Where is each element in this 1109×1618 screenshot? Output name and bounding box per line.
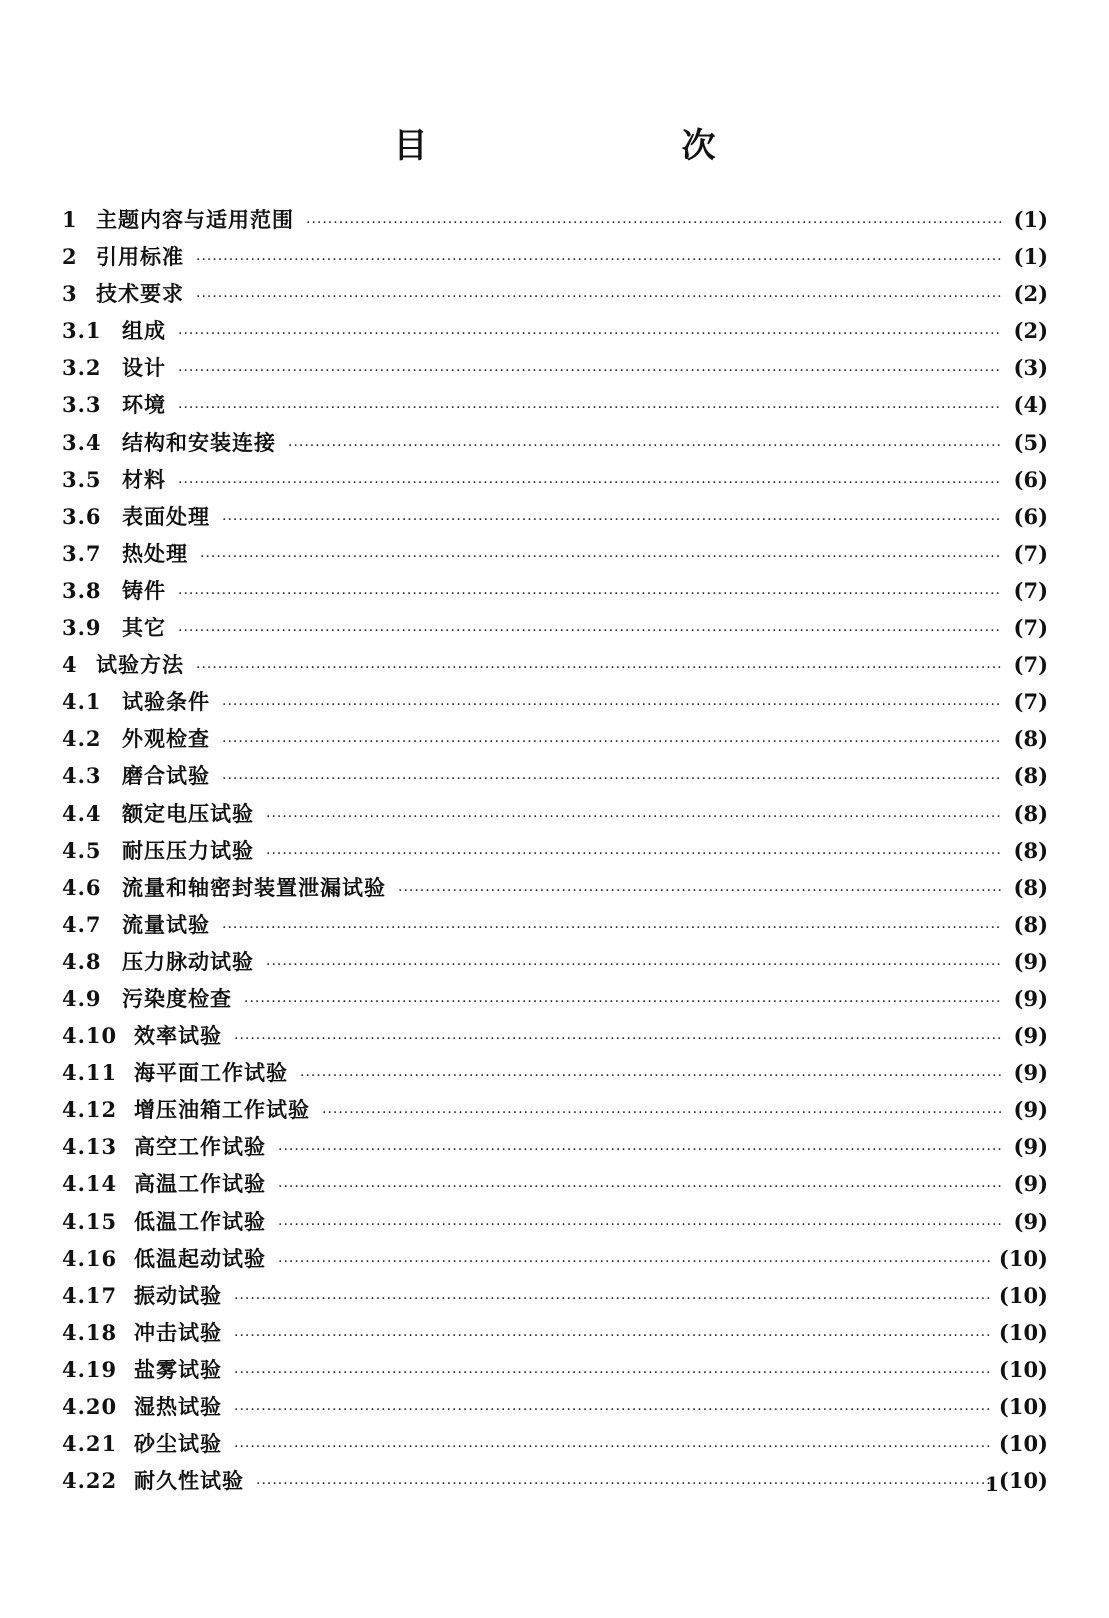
- toc-entry-number: 4.1: [62, 689, 102, 715]
- toc-entry-label: 高空工作试验: [134, 1134, 266, 1160]
- toc-entry-number: 4.13: [62, 1134, 118, 1160]
- toc-entry-number: 4.6: [62, 874, 102, 900]
- dot-leader: [234, 1402, 991, 1418]
- toc-entry-label: 湿热试验: [134, 1394, 222, 1419]
- dot-leader: [196, 252, 1002, 268]
- toc-entry-number: 4: [62, 652, 78, 678]
- toc-entry[interactable]: [62, 1317, 1048, 1354]
- toc-entry-label: 压力脉动试验: [122, 948, 254, 974]
- toc-entry-page: (3): [1013, 355, 1048, 381]
- toc-entry-number: 4.8: [62, 948, 102, 974]
- toc-entry[interactable]: [62, 1206, 1048, 1243]
- dot-leader: [322, 1105, 1002, 1121]
- toc-entry-number: 4.10: [62, 1023, 118, 1049]
- toc-entry-number: 2: [62, 244, 78, 270]
- toc-entry-page: (4): [1013, 392, 1048, 418]
- toc-entry[interactable]: [62, 1057, 1048, 1094]
- dot-leader: [234, 1439, 991, 1455]
- toc-entry-label: 磨合试验: [122, 763, 210, 789]
- toc-entry[interactable]: [62, 909, 1048, 946]
- toc-entry-label: 其它: [122, 615, 166, 641]
- toc-entry-label: 设计: [122, 355, 166, 381]
- toc-entry-page: (8): [1013, 800, 1048, 826]
- toc-entry-page: (7): [1013, 540, 1048, 566]
- dot-leader: [222, 920, 1002, 936]
- toc-entry-page: (5): [1013, 429, 1048, 455]
- toc-entry[interactable]: [62, 649, 1048, 686]
- toc-entry-page: (8): [1013, 726, 1048, 752]
- toc-entry[interactable]: [62, 575, 1048, 612]
- toc-entry[interactable]: [62, 1280, 1048, 1317]
- dot-leader: [200, 549, 1002, 565]
- toc-entry-page: (10): [998, 1356, 1048, 1382]
- toc-entry-number: 3.9: [62, 615, 102, 641]
- toc-entry-number: 3.7: [62, 540, 102, 566]
- dot-leader: [178, 475, 1002, 491]
- toc-entry[interactable]: [62, 464, 1048, 501]
- toc-entry-page: (10): [998, 1282, 1048, 1308]
- toc-entry-number: 4.18: [62, 1319, 118, 1345]
- toc-entry-number: 4.15: [62, 1208, 118, 1234]
- toc-entry-page: (8): [1013, 911, 1048, 937]
- toc-entry[interactable]: [62, 1243, 1048, 1280]
- table-of-contents: [62, 204, 1048, 1502]
- toc-entry[interactable]: [62, 983, 1048, 1020]
- toc-entry[interactable]: [62, 389, 1048, 426]
- toc-entry[interactable]: [62, 723, 1048, 760]
- toc-entry-label: 砂尘试验: [134, 1431, 222, 1457]
- toc-entry-label: 耐久性试验: [134, 1468, 244, 1494]
- toc-entry-number: 4.16: [62, 1245, 118, 1271]
- dot-leader: [178, 326, 1002, 342]
- page-title: 目 次: [393, 126, 778, 166]
- toc-entry[interactable]: [62, 538, 1048, 575]
- toc-entry-number: 4.3: [62, 763, 102, 789]
- toc-entry-number: 3.1: [62, 318, 102, 344]
- toc-entry-number: 4.21: [62, 1431, 118, 1457]
- toc-entry[interactable]: [62, 612, 1048, 649]
- toc-entry-page: (7): [1013, 689, 1048, 715]
- toc-entry[interactable]: [62, 1391, 1048, 1428]
- dot-leader: [222, 734, 1002, 750]
- dot-leader: [196, 289, 1002, 305]
- dot-leader: [278, 1254, 991, 1270]
- toc-entry-page: (9): [1013, 1171, 1048, 1197]
- toc-entry-page: (10): [998, 1319, 1048, 1345]
- toc-entry-number: 4.11: [62, 1060, 118, 1086]
- toc-entry-label: 表面处理: [122, 503, 210, 529]
- toc-entry-label: 材料: [122, 466, 166, 492]
- toc-entry-label: 铸件: [122, 577, 166, 603]
- toc-entry[interactable]: [62, 427, 1048, 464]
- toc-entry-page: (7): [1013, 615, 1048, 641]
- toc-entry-page: (1): [1013, 207, 1048, 232]
- page-number: 1: [985, 1472, 999, 1496]
- toc-entry[interactable]: [62, 872, 1048, 909]
- toc-entry[interactable]: [62, 1020, 1048, 1057]
- dot-leader: [278, 1217, 1002, 1233]
- toc-entry-label: 污染度检查: [122, 985, 232, 1011]
- toc-entry-page: (9): [1013, 1097, 1048, 1123]
- toc-entry-page: (8): [1013, 837, 1048, 863]
- dot-leader: [234, 1291, 991, 1307]
- dot-leader: [300, 1068, 1002, 1084]
- toc-entry-page: (9): [1013, 1060, 1048, 1086]
- toc-entry-label: 主题内容与适用范围: [96, 207, 294, 232]
- toc-entry-page: (9): [1013, 1208, 1048, 1234]
- toc-entry-label: 冲击试验: [134, 1319, 222, 1345]
- toc-entry-label: 流量和轴密封装置泄漏试验: [122, 874, 386, 900]
- dot-leader: [234, 1031, 1002, 1047]
- toc-entry-page: (7): [1013, 652, 1048, 678]
- toc-entry-number: 4.20: [62, 1394, 118, 1419]
- dot-leader: [266, 809, 1002, 825]
- toc-entry-number: 3.3: [62, 392, 102, 418]
- toc-entry-label: 振动试验: [134, 1282, 222, 1308]
- dot-leader: [222, 771, 1002, 787]
- toc-entry-number: 4.5: [62, 837, 102, 863]
- toc-entry[interactable]: [62, 278, 1048, 315]
- toc-entry[interactable]: [62, 352, 1048, 389]
- toc-entry-page: (9): [1013, 948, 1048, 974]
- toc-entry-label: 试验条件: [122, 689, 210, 715]
- toc-entry-number: 4.22: [62, 1468, 118, 1494]
- toc-entry-number: 3: [62, 281, 78, 307]
- toc-entry-label: 耐压压力试验: [122, 837, 254, 863]
- toc-entry-page: (1): [1013, 244, 1048, 270]
- toc-entry-label: 效率试验: [134, 1023, 222, 1049]
- toc-entry-label: 增压油箱工作试验: [134, 1097, 310, 1123]
- toc-entry-page: (6): [1013, 466, 1048, 492]
- toc-entry-label: 热处理: [122, 540, 188, 566]
- toc-entry-page: (10): [998, 1394, 1048, 1419]
- toc-entry[interactable]: [62, 501, 1048, 538]
- toc-entry-number: 1: [62, 207, 78, 232]
- toc-entry-page: (7): [1013, 577, 1048, 603]
- toc-entry-number: 3.5: [62, 466, 102, 492]
- toc-entry-label: 盐雾试验: [134, 1356, 222, 1382]
- toc-entry-number: 3.6: [62, 503, 102, 529]
- toc-entry-number: 4.7: [62, 911, 102, 937]
- toc-entry[interactable]: [62, 798, 1048, 835]
- toc-entry-number: 3.8: [62, 577, 102, 603]
- toc-entry-label: 低温工作试验: [134, 1208, 266, 1234]
- toc-entry-label: 引用标准: [96, 244, 184, 270]
- toc-entry[interactable]: [62, 686, 1048, 723]
- dot-leader: [278, 1142, 1002, 1158]
- dot-leader: [306, 215, 1002, 231]
- toc-entry-page: (9): [1013, 1023, 1048, 1049]
- toc-entry-page: (10): [998, 1468, 1048, 1494]
- toc-entry-number: 4.14: [62, 1171, 118, 1197]
- toc-entry-page: (6): [1013, 503, 1048, 529]
- dot-leader: [234, 1365, 991, 1381]
- toc-entry-label: 高温工作试验: [134, 1171, 266, 1197]
- toc-entry[interactable]: [62, 946, 1048, 983]
- dot-leader: [178, 400, 1002, 416]
- toc-entry[interactable]: [62, 1465, 1048, 1502]
- toc-entry-page: (2): [1013, 318, 1048, 344]
- toc-entry-number: 4.9: [62, 985, 102, 1011]
- toc-entry-label: 海平面工作试验: [134, 1060, 288, 1086]
- dot-leader: [266, 846, 1002, 862]
- toc-entry-page: (9): [1013, 1134, 1048, 1160]
- toc-entry-number: 4.17: [62, 1282, 118, 1308]
- toc-entry-label: 外观检查: [122, 726, 210, 752]
- toc-entry[interactable]: [62, 835, 1048, 872]
- toc-entry-label: 环境: [122, 392, 166, 418]
- toc-entry-number: 4.2: [62, 726, 102, 752]
- toc-entry[interactable]: [62, 760, 1048, 797]
- toc-entry-number: 3.4: [62, 429, 102, 455]
- toc-entry-label: 低温起动试验: [134, 1245, 266, 1271]
- dot-leader: [178, 623, 1002, 639]
- toc-entry-number: 4.4: [62, 800, 102, 826]
- toc-entry-label: 额定电压试验: [122, 800, 254, 826]
- toc-entry-number: 3.2: [62, 355, 102, 381]
- toc-entry[interactable]: [62, 1168, 1048, 1205]
- toc-entry-page: (10): [998, 1245, 1048, 1271]
- toc-entry[interactable]: [62, 1354, 1048, 1391]
- toc-entry-page: (8): [1013, 874, 1048, 900]
- dot-leader: [222, 697, 1002, 713]
- dot-leader: [244, 994, 1002, 1010]
- dot-leader: [278, 1179, 1002, 1195]
- toc-entry[interactable]: [62, 1131, 1048, 1168]
- toc-entry-label: 结构和安装连接: [122, 429, 276, 455]
- toc-entry-label: 组成: [122, 318, 166, 344]
- dot-leader: [178, 363, 1002, 379]
- toc-entry[interactable]: [62, 241, 1048, 278]
- toc-entry-label: 技术要求: [96, 281, 184, 307]
- toc-entry[interactable]: [62, 1094, 1048, 1131]
- dot-leader: [222, 512, 1002, 528]
- toc-entry-page: (9): [1013, 985, 1048, 1011]
- dot-leader: [196, 660, 1002, 676]
- dot-leader: [256, 1476, 991, 1492]
- toc-entry-label: 试验方法: [96, 652, 184, 678]
- toc-entry-page: (10): [998, 1431, 1048, 1457]
- toc-entry[interactable]: [62, 315, 1048, 352]
- dot-leader: [398, 883, 1002, 899]
- toc-entry[interactable]: [62, 1428, 1048, 1465]
- dot-leader: [266, 957, 1002, 973]
- toc-entry-page: (2): [1013, 281, 1048, 307]
- dot-leader: [178, 586, 1002, 602]
- toc-entry-label: 流量试验: [122, 911, 210, 937]
- dot-leader: [234, 1328, 991, 1344]
- toc-entry-number: 4.12: [62, 1097, 118, 1123]
- toc-entry-page: (8): [1013, 763, 1048, 789]
- toc-entry-number: 4.19: [62, 1356, 118, 1382]
- toc-entry[interactable]: [62, 204, 1048, 241]
- dot-leader: [288, 438, 1002, 454]
